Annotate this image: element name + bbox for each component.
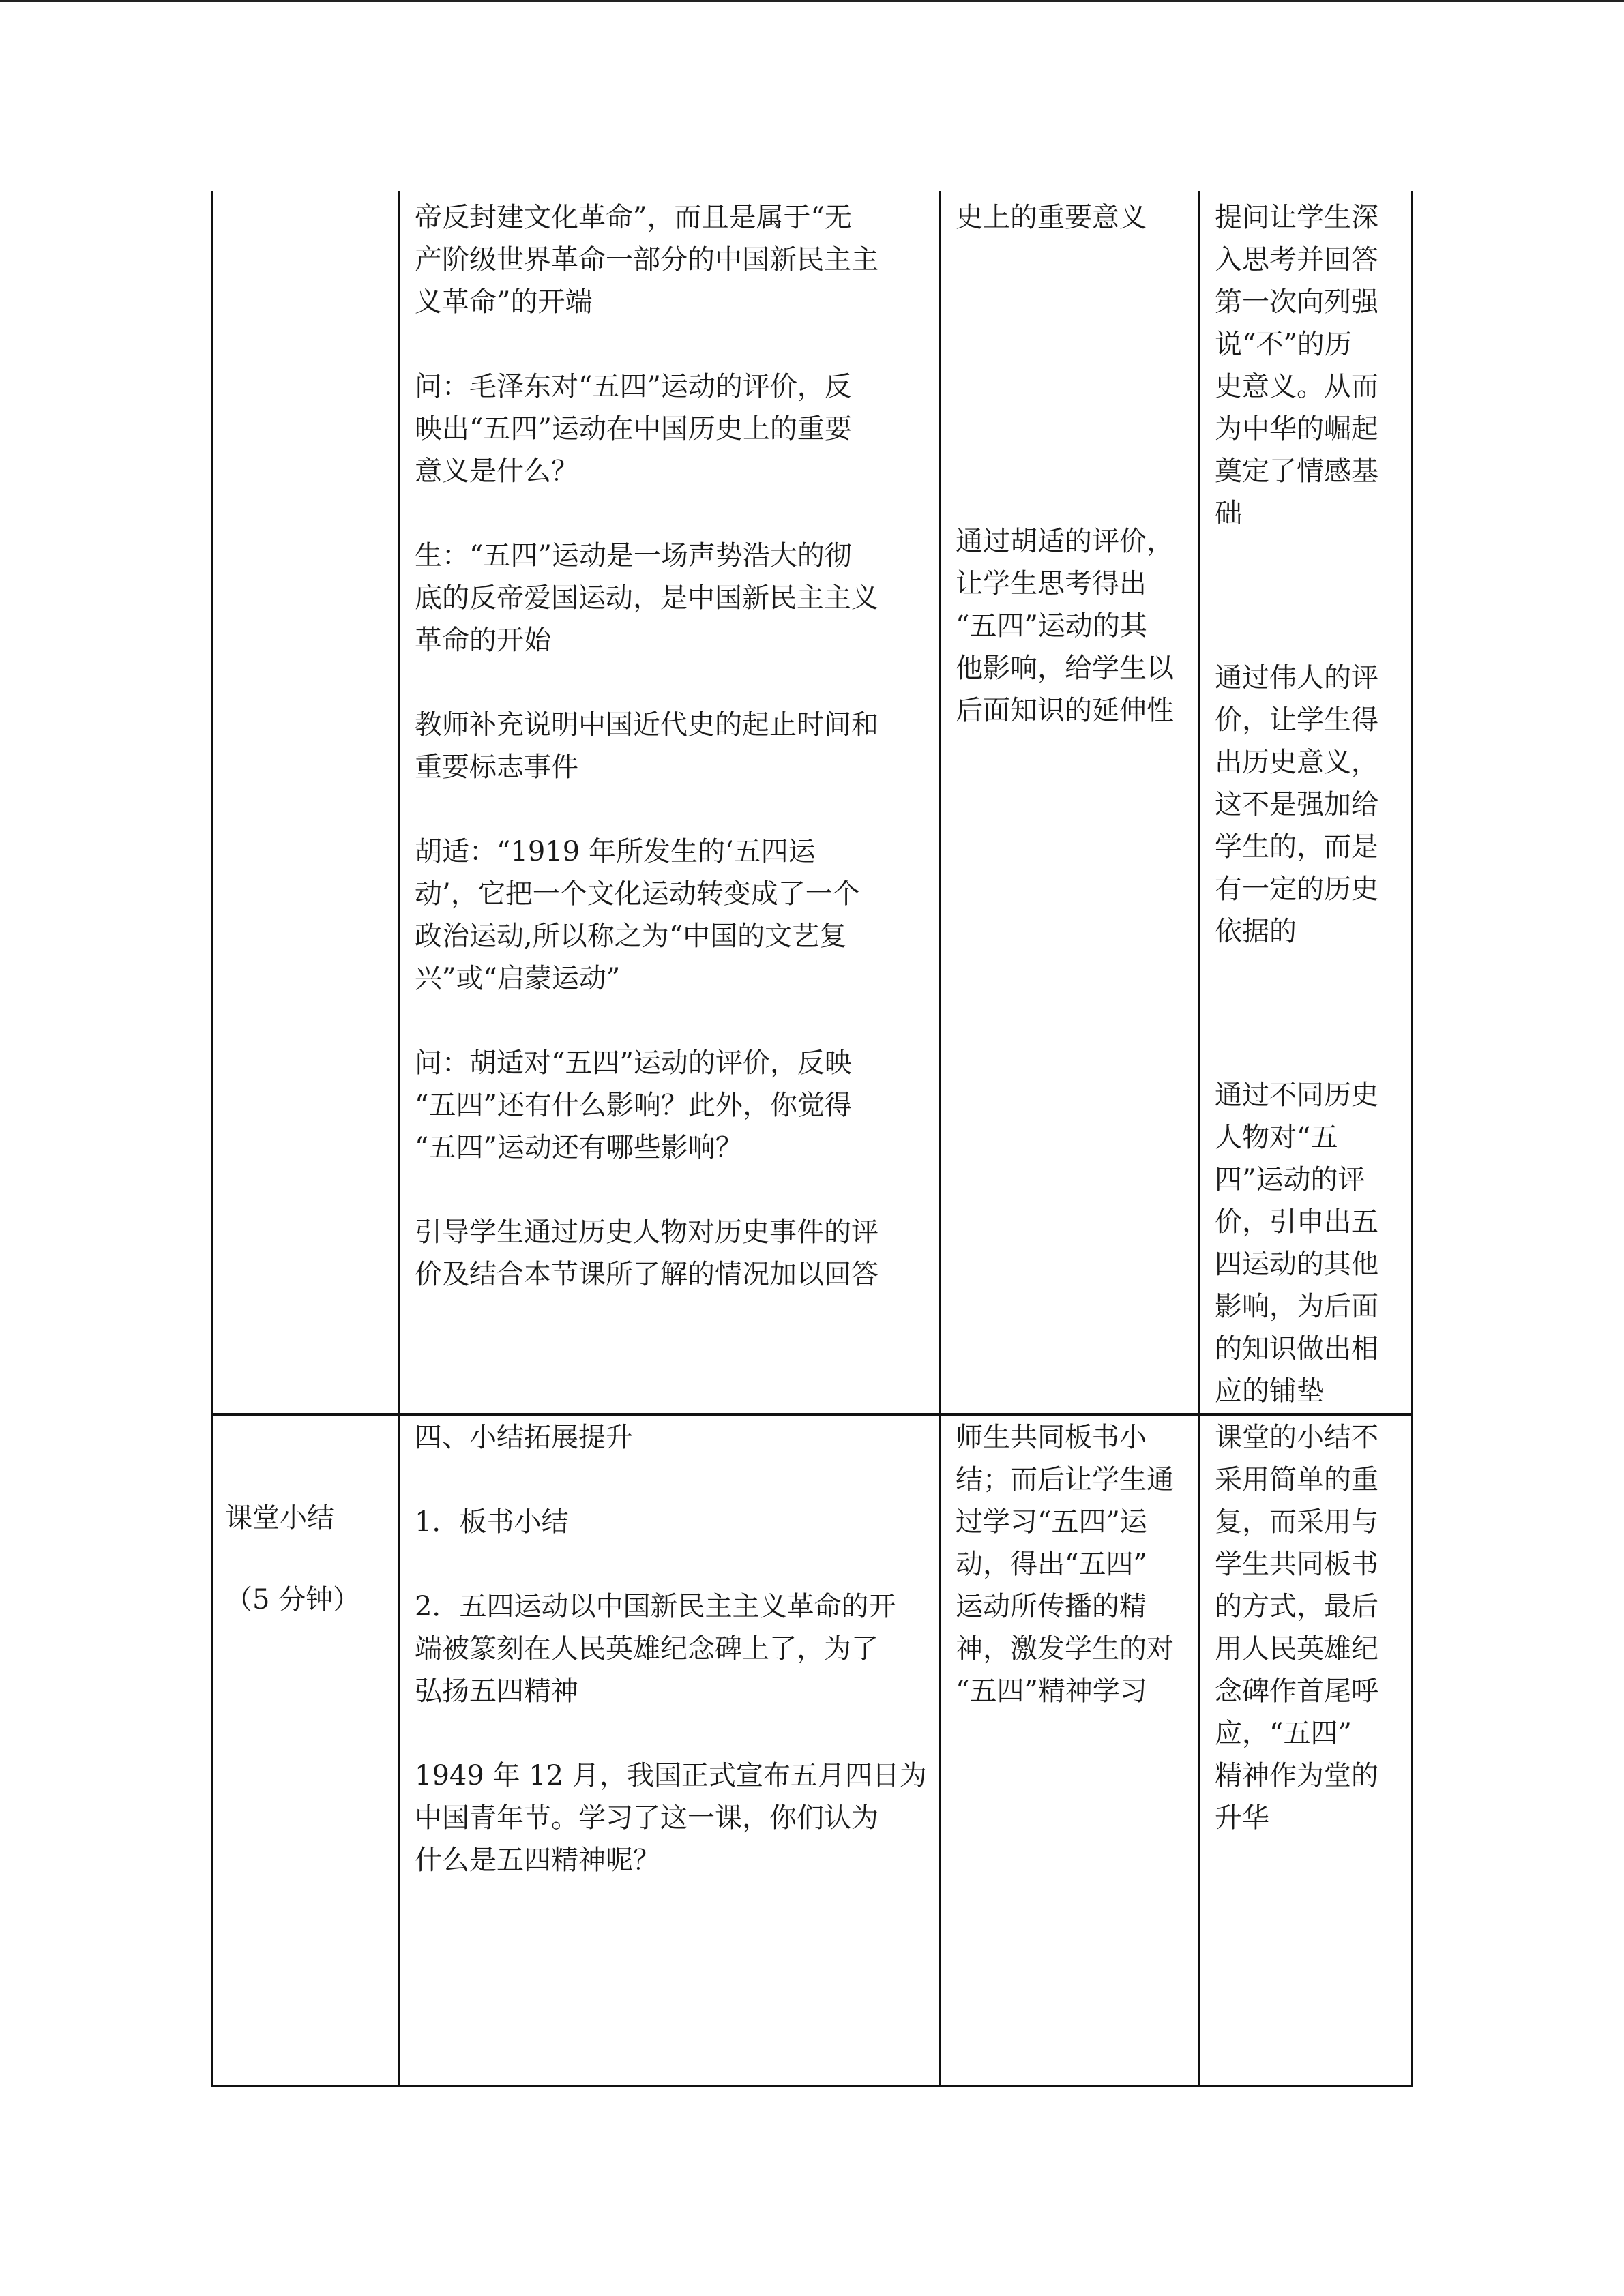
text-line: 政治运动,所以称之为“中国的文艺复	[415, 921, 847, 952]
paragraph-gap	[415, 1712, 927, 1755]
text-line: 他影响，给学生以	[956, 653, 1174, 684]
row2-intent-cell	[1215, 1416, 1378, 1839]
paragraph-gap	[415, 323, 879, 366]
text-line: 升华	[1215, 1802, 1269, 1834]
text-line: 学生的，而是	[1215, 831, 1378, 863]
text-line: 价，引申出五	[1215, 1206, 1378, 1238]
text-line: 生：“五四”运动是一场声势浩大的彻	[415, 540, 852, 571]
text-line: 映出“五四”运动在中国历史上的重要	[415, 413, 852, 445]
text-line: “五四”精神学习	[956, 1675, 1147, 1707]
text-line: 史上的重要意义	[956, 202, 1147, 233]
text-line: 师生共同板书小	[956, 1422, 1147, 1453]
row-divider	[211, 1413, 1413, 1416]
text-line: 让学生思考得出	[956, 568, 1147, 599]
text-line: 出历史意义，	[1215, 747, 1378, 778]
text-line: 四”运动的评	[1215, 1164, 1365, 1195]
text-line: 依据的	[1215, 916, 1297, 947]
text-line: 说“不”的历	[1215, 329, 1352, 360]
text-line: 精神作为堂的	[1215, 1760, 1378, 1791]
text-line: 革命的开始	[415, 625, 551, 656]
text-line: 底的反帝爱国运动，是中国新民主主义	[415, 582, 879, 614]
paragraph-gap	[415, 492, 879, 535]
text-line: 什么是五四精神呢？	[415, 1845, 660, 1876]
text-line: 础	[1215, 498, 1242, 529]
text-line: 人物对“五	[1215, 1122, 1338, 1153]
paragraph-gap	[415, 1000, 879, 1042]
table-border-right	[1411, 191, 1413, 2087]
text-line: 影响，为后面	[1215, 1291, 1378, 1322]
text-line: 通过不同历史	[1215, 1079, 1378, 1111]
text-line: 帝反封建文化革命”，而且是属于“无	[415, 202, 852, 233]
text-line: 课堂的小结不	[1215, 1422, 1378, 1453]
stage-title	[225, 1497, 334, 1539]
text-line: 史意义。从而	[1215, 371, 1378, 402]
text-line: 四运动的其他	[1215, 1249, 1378, 1280]
row1-activity-cell-a	[956, 196, 1147, 239]
text-line: 四、小结拓展提升	[415, 1422, 633, 1453]
text-line: “五四”还有什么影响？此外，你觉得	[415, 1090, 852, 1121]
table-divider-2	[939, 191, 941, 2087]
text-line: 复，而采用与	[1215, 1506, 1378, 1538]
text-line: 学生共同板书	[1215, 1549, 1378, 1580]
text-line: 1．板书小结	[415, 1506, 569, 1538]
stage-title-text: 课堂小结	[225, 1502, 334, 1534]
text-line: 价及结合本节课所了解的情况加以回答	[415, 1259, 879, 1290]
text-line: 有一定的历史	[1215, 874, 1378, 905]
text-line: 应的铺垫	[1215, 1375, 1324, 1407]
paragraph-gap	[415, 1543, 927, 1585]
stage-time-text: （5 分钟）	[225, 1584, 361, 1615]
text-line: 弘扬五四精神	[415, 1675, 578, 1707]
table-divider-3	[1198, 191, 1200, 2087]
row1-content-cell	[415, 196, 879, 1296]
text-line: 的知识做出相	[1215, 1333, 1378, 1365]
text-line: 这不是强加给	[1215, 789, 1378, 820]
row1-intent-cell-a	[1215, 196, 1378, 535]
text-line: 问：胡适对“五四”运动的评价，反映	[415, 1047, 852, 1079]
text-line: 采用简单的重	[1215, 1464, 1378, 1495]
text-line: 意义是什么？	[415, 456, 578, 487]
paragraph-gap	[415, 1459, 927, 1501]
text-line: 运动所传播的精	[956, 1591, 1147, 1622]
text-line: 神，激发学生的对	[956, 1633, 1174, 1665]
text-line: 胡适：“1919 年所发生的‘五四运	[415, 836, 816, 867]
text-line: 应，“五四”	[1215, 1718, 1352, 1749]
text-line: 通过胡适的评价，	[956, 526, 1174, 557]
text-line: 第一次向列强	[1215, 286, 1378, 318]
text-line: 产阶级世界革命一部分的中国新民主主	[415, 244, 879, 275]
text-line: “五四”运动的其	[956, 610, 1147, 642]
text-line: 过学习“五四”运	[956, 1506, 1147, 1538]
row2-content-cell	[415, 1416, 927, 1881]
text-line: 1949 年 12 月，我国正式宣布五月四日为	[415, 1760, 927, 1791]
paragraph-gap	[415, 788, 879, 831]
table-border-left	[211, 191, 213, 2087]
row1-intent-cell-c	[1215, 1074, 1378, 1412]
row1-intent-cell-b	[1215, 657, 1378, 953]
text-line: 的方式，最后	[1215, 1591, 1378, 1622]
text-line: 义革命”的开端	[415, 286, 593, 318]
paragraph-gap	[415, 661, 879, 704]
text-line: 入思考并回答	[1215, 244, 1378, 275]
table-border-bottom	[211, 2085, 1413, 2087]
text-line: 引导学生通过历史人物对历史事件的评	[415, 1217, 879, 1248]
text-line: “五四”运动还有哪些影响？	[415, 1132, 743, 1163]
text-line: 动，得出“五四”	[956, 1549, 1147, 1580]
row2-activity-cell	[956, 1416, 1174, 1712]
paragraph-gap	[415, 1169, 879, 1211]
text-line: 后面知识的延伸性	[956, 695, 1174, 726]
text-line: 念碑作首尾呼	[1215, 1675, 1378, 1707]
text-line: 用人民英雄纪	[1215, 1633, 1378, 1665]
text-line: 结；而后让学生通	[956, 1464, 1174, 1495]
table-divider-1	[398, 191, 400, 2087]
text-line: 重要标志事件	[415, 751, 578, 783]
text-line: 中国青年节。学习了这一课，你们认为	[415, 1802, 879, 1834]
page-top-border	[0, 0, 1624, 2]
text-line: 奠定了情感基	[1215, 456, 1378, 487]
text-line: 端被篆刻在人民英雄纪念碑上了，为了	[415, 1633, 879, 1665]
text-line: 2．五四运动以中国新民主主义革命的开	[415, 1591, 896, 1622]
text-line: 教师补充说明中国近代史的起止时间和	[415, 709, 879, 741]
text-line: 提问让学生深	[1215, 202, 1378, 233]
text-line: 兴”或“启蒙运动”	[415, 963, 621, 994]
text-line: 问：毛泽东对“五四”运动的评价，反	[415, 371, 852, 402]
text-line: 通过伟人的评	[1215, 662, 1378, 694]
text-line: 动’，它把一个文化运动转变成了一个	[415, 878, 860, 910]
stage-time	[225, 1579, 360, 1621]
row1-activity-cell-b	[956, 520, 1174, 732]
text-line: 价，让学生得	[1215, 704, 1378, 736]
text-line: 为中华的崛起	[1215, 413, 1378, 445]
